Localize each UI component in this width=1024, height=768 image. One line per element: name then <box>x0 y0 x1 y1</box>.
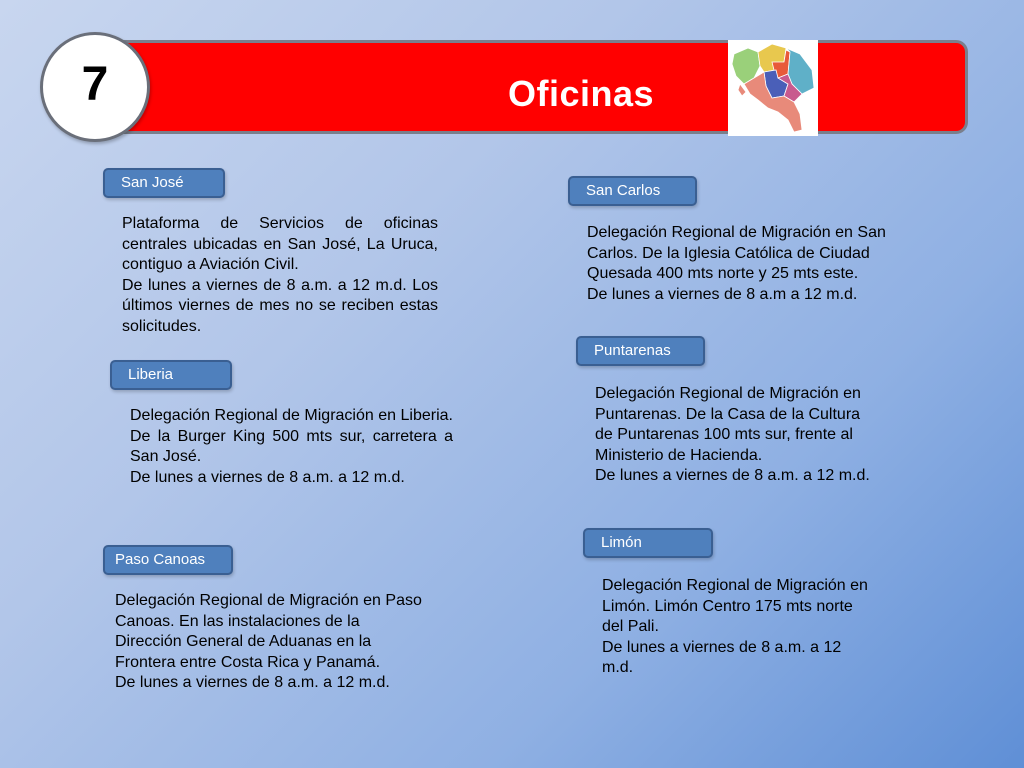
paso-canoas-line: Frontera entre Costa Rica y Panamá. <box>115 653 381 671</box>
puntarenas-hours: De lunes a viernes de 8 a.m. a 12 m.d. <box>595 467 870 484</box>
label-limon <box>583 528 713 558</box>
label-san-carlos <box>568 176 697 206</box>
san-carlos-description <box>587 223 957 305</box>
puntarenas-line: Delegación Regional de Migración en <box>595 385 861 402</box>
label-paso-canoas <box>103 545 233 575</box>
label-liberia <box>110 360 232 390</box>
paso-canoas-line: Delegación Regional de Migración en Paso <box>115 592 422 609</box>
san-carlos-line: Carlos. De la Iglesia Católica de Ciudad <box>587 244 870 262</box>
limon-line: Delegación Regional de Migración en <box>602 577 868 594</box>
label-liberia-text: Liberia <box>128 366 174 383</box>
puntarenas-line: de Puntarenas 100 mts sur, frente al <box>595 426 853 443</box>
paso-canoas-hours: De lunes a viernes de 8 a.m. a 12 m.d. <box>115 674 390 691</box>
slide-number-badge <box>40 32 150 142</box>
puntarenas-description <box>595 384 965 487</box>
san-jose-address: Plataforma de Servicios de oficinas centrales ubicadas en San José, La Uruca, contiguo a Aviación Civil. <box>122 215 438 273</box>
label-paso-canoas-text: Paso Canoas <box>115 551 206 568</box>
label-puntarenas <box>576 336 705 366</box>
liberia-description <box>130 406 453 488</box>
liberia-hours: De lunes a viernes de 8 a.m. a 12 m.d. <box>130 468 405 486</box>
slide-title: Oficinas <box>507 73 655 114</box>
puntarenas-line: Puntarenas. De la Casa de la Cultura <box>595 405 861 423</box>
san-carlos-line: Delegación Regional de Migración en San <box>587 224 886 241</box>
limon-line: Limón. Limón Centro 175 mts norte <box>602 597 853 615</box>
san-jose-hours: De lunes a viernes de 8 a.m. a 12 m.d. Los últimos viernes de mes no se reciben estas solicitudes. <box>122 276 438 335</box>
san-carlos-hours: De lunes a viernes de 8 a.m a 12 m.d. <box>587 285 858 303</box>
limon-line: m.d. <box>602 659 634 676</box>
label-san-jose <box>103 168 225 198</box>
label-puntarenas-text: Puntarenas <box>594 342 671 359</box>
limon-description <box>602 576 962 679</box>
paso-canoas-line: Dirección General de Aduanas en la <box>115 633 372 650</box>
slide-number: 7 <box>81 58 109 111</box>
paso-canoas-line: Canoas. En las instalaciones de la <box>115 612 360 630</box>
title-banner <box>108 40 968 134</box>
costa-rica-map-image <box>728 40 818 136</box>
label-san-jose-text: San José <box>121 174 184 191</box>
label-limon-text: Limón <box>601 534 642 551</box>
limon-line: del Pali. <box>602 618 659 635</box>
label-san-carlos-text: San Carlos <box>586 182 661 199</box>
paso-canoas-description <box>115 591 495 694</box>
san-carlos-line: Quesada 400 mts norte y 25 mts este. <box>587 265 859 282</box>
puntarenas-line: Ministerio de Hacienda. <box>595 446 763 464</box>
liberia-address: Delegación Regional de Migración en Liberia. De la Burger King 500 mts sur, carretera a San José. <box>130 407 453 465</box>
limon-hours: De lunes a viernes de 8 a.m. a 12 <box>602 638 842 656</box>
costa-rica-map-icon <box>728 40 818 136</box>
san-jose-description <box>122 214 438 337</box>
